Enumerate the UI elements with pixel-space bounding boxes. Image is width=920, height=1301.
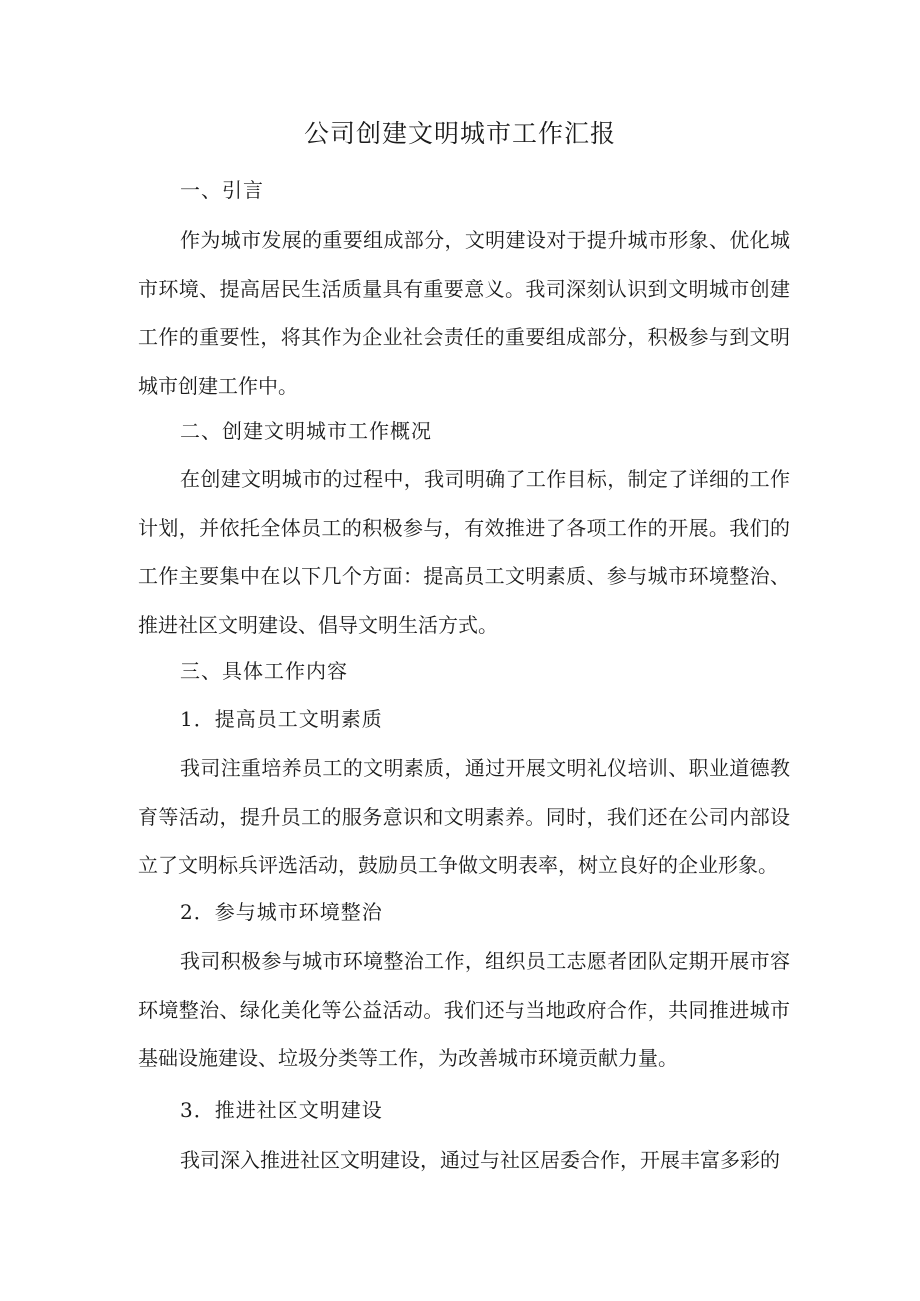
subheading-community: 3．推进社区文明建设 bbox=[180, 1098, 383, 1122]
document-title: 公司创建文明城市工作汇报 bbox=[303, 119, 616, 148]
section-heading-details: 三、具体工作内容 bbox=[180, 659, 348, 683]
paragraph-intro: 作为城市发展的重要组成部分，文明建设对于提升城市形象、优化城市环境、提高居民生活质量具有重要意义。我司深刻认识到文明城市创建工作的重要性，将其作为企业社会责任的重要组成部分，积极参与到文明城市创建工作中。 bbox=[138, 228, 790, 398]
section-heading-overview: 二、创建文明城市工作概况 bbox=[180, 419, 432, 443]
paragraph-overview: 在创建文明城市的过程中，我司明确了工作目标，制定了详细的工作计划，并依托全体员工的积极参与，有效推进了各项工作的开展。我们的工作主要集中在以下几个方面：提高员工文明素质、参与城市环境整治、推进社区文明建设、倡导文明生活方式。 bbox=[138, 467, 790, 637]
subheading-staff-civility: 1．提高员工文明素质 bbox=[180, 707, 383, 731]
subheading-environment: 2．参与城市环境整治 bbox=[180, 900, 383, 924]
section-heading-intro: 一、引言 bbox=[180, 178, 264, 202]
paragraph-environment: 我司积极参与城市环境整治工作，组织员工志愿者团队定期开展市容环境整治、绿化美化等公益活动。我们还与当地政府合作，共同推进城市基础设施建设、垃圾分类等工作，为改善城市环境贡献力量。 bbox=[138, 949, 790, 1071]
paragraph-community: 我司深入推进社区文明建设，通过与社区居委合作，开展丰富多彩的 bbox=[180, 1148, 780, 1172]
paragraph-staff-civility: 我司注重培养员工的文明素质，通过开展文明礼仪培训、职业道德教育等活动，提升员工的服务意识和文明素养。同时，我们还在公司内部设立了文明标兵评选活动，鼓励员工争做文明表率，树立良好的企业形象。 bbox=[138, 756, 790, 878]
